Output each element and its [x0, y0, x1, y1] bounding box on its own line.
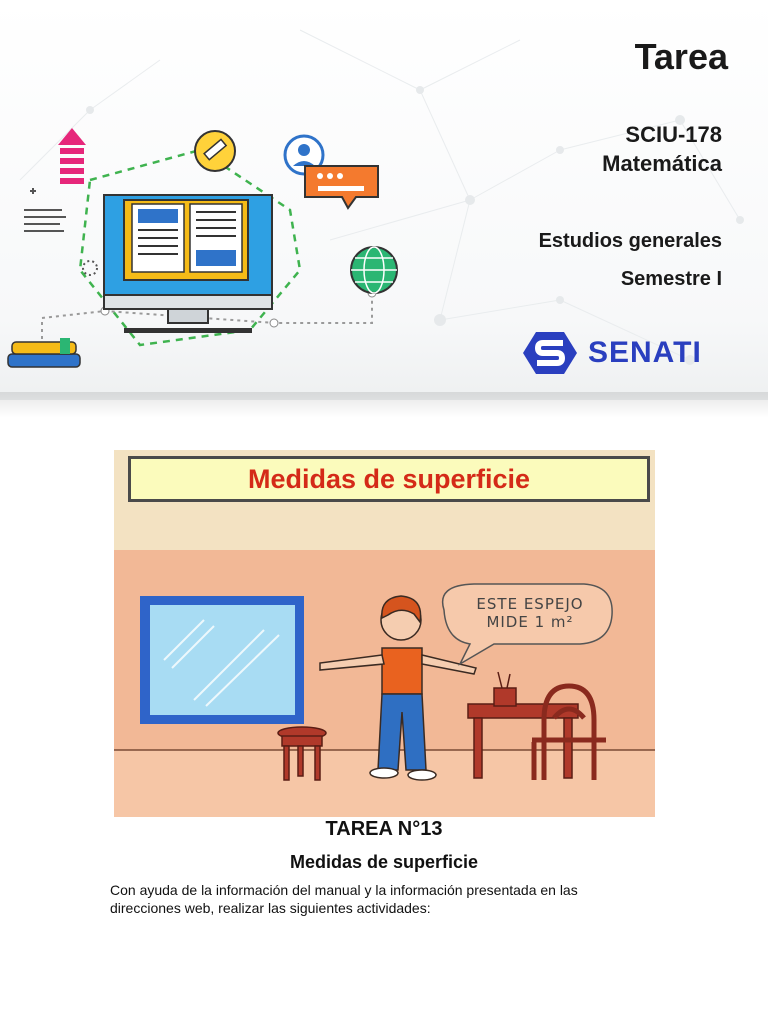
classroom-illustration: [114, 450, 655, 817]
pencil-icon: [195, 131, 235, 171]
header-shadow: [0, 392, 768, 418]
cover-picture: [114, 450, 655, 817]
semester-label: Semestre I: [620, 268, 722, 290]
course-code: SCIU-178: [625, 122, 722, 147]
page-title: Tarea: [634, 36, 728, 77]
books-icon: [8, 338, 80, 367]
speech-line-1: ESTE ESPEJO: [476, 595, 584, 613]
elearning-illustration: [0, 120, 410, 380]
cover-header: [0, 0, 768, 400]
senati-emblem-icon: [522, 330, 578, 376]
senati-logo: [522, 330, 702, 376]
arrow-up-icon: [58, 128, 86, 184]
open-book-monitor-icon: [104, 195, 272, 333]
course-name: Matemática: [602, 151, 722, 176]
task-instructions: Con ayuda de la información del manual y la información presentada en las direcciones web, realizar las siguientes actividades:: [110, 882, 578, 916]
task-subtitle: Medidas de superficie: [289, 852, 479, 872]
speech-line-2: MIDE 1 m²: [486, 613, 574, 631]
globe-icon: [351, 247, 397, 293]
speech-bubble-text: [450, 595, 610, 631]
picture-banner: [128, 456, 650, 502]
brand-name: SENATI: [588, 336, 702, 369]
task-title: TAREA N°13: [325, 818, 443, 840]
text-lines-icon: [24, 188, 66, 231]
course-block: [602, 120, 722, 178]
chat-bubble-icon: [305, 166, 378, 208]
picture-banner-title: Medidas de superficie: [247, 463, 531, 494]
department-label: Estudios generales: [538, 230, 722, 252]
